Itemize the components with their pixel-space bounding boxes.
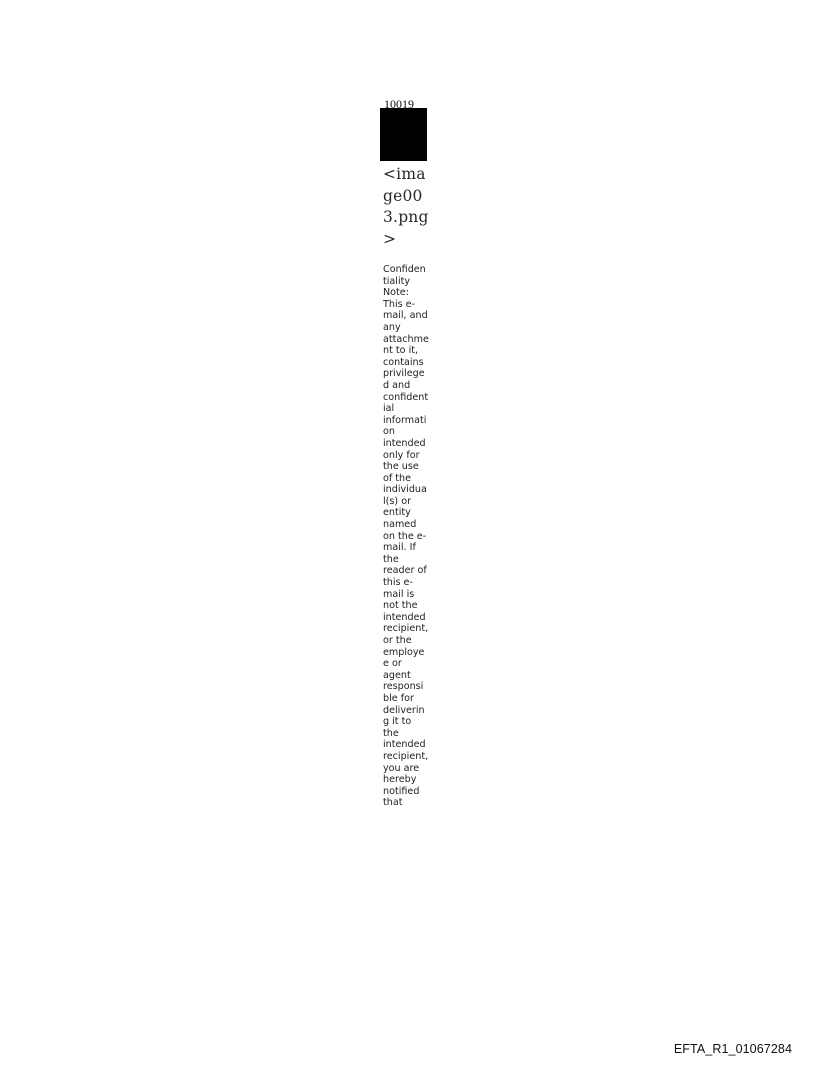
confidentiality-line: employe — [383, 646, 425, 658]
image-placeholder-line: <ima — [383, 165, 426, 183]
confidentiality-line: the — [383, 553, 399, 565]
document-id: EFTA_R1_01067284 — [673, 1042, 792, 1056]
confidentiality-line: mail is — [383, 588, 415, 600]
image-placeholder-line: > — [383, 229, 397, 248]
confidentiality-line: This e- — [383, 298, 416, 310]
confidentiality-line: named — [383, 519, 417, 531]
confidentiality-line: not the — [383, 600, 418, 612]
confidentiality-line: mail, and — [383, 310, 428, 322]
confidentiality-line: mail. If — [383, 542, 416, 554]
confidentiality-line: or the — [383, 635, 412, 646]
confidentiality-line: you are — [383, 762, 420, 774]
confidentiality-line: entity — [383, 507, 411, 519]
signature-column — [383, 96, 439, 809]
confidentiality-line: confident — [383, 391, 429, 403]
confidentiality-line: agent — [383, 669, 411, 681]
confidentiality-line: individua — [383, 484, 427, 496]
confidentiality-line: tiality — [383, 275, 411, 287]
image-placeholder-line: ge00 — [383, 186, 423, 205]
confidentiality-line: intended — [383, 611, 426, 623]
confidentiality-line: of the — [383, 472, 412, 484]
confidentiality-line: this e- — [383, 577, 413, 589]
confidentiality-line: on — [383, 426, 395, 438]
confidentiality-line: Confiden — [383, 264, 426, 275]
confidentiality-line: the — [383, 727, 399, 739]
confidentiality-line: notified — [383, 785, 420, 797]
confidentiality-line: that — [383, 797, 403, 809]
confidentiality-line: informati — [383, 414, 427, 426]
image-placeholder-text — [383, 164, 443, 250]
zip-code-fragment: 10019 — [384, 97, 414, 108]
confidentiality-line: g it to — [383, 716, 412, 728]
confidentiality-line: ble for — [383, 692, 414, 704]
confidentiality-line: attachme — [383, 333, 429, 345]
confidentiality-line: recipient, — [383, 623, 429, 635]
confidentiality-line: l(s) or — [383, 495, 412, 507]
confidentiality-line: e or — [383, 658, 402, 670]
redaction-block — [380, 108, 427, 161]
confidentiality-line: nt to it, — [383, 345, 419, 357]
confidentiality-note — [383, 264, 443, 809]
confidentiality-line: recipient, — [383, 750, 429, 762]
confidentiality-line: intended — [383, 437, 426, 449]
confidentiality-line: privilege — [383, 368, 425, 380]
confidentiality-line: ial — [383, 403, 395, 415]
image-placeholder-line: 3.png — [383, 208, 429, 226]
confidentiality-line: any — [383, 321, 401, 333]
confidentiality-line: Note: — [383, 287, 409, 299]
confidentiality-line: hereby — [383, 774, 417, 786]
confidentiality-line: deliverin — [383, 704, 425, 716]
confidentiality-line: on the e- — [383, 530, 427, 542]
confidentiality-line: intended — [383, 739, 426, 751]
confidentiality-line: only for — [383, 449, 420, 461]
confidentiality-line: contains — [383, 356, 424, 368]
confidentiality-line: d and — [383, 379, 411, 391]
confidentiality-line: responsi — [383, 681, 424, 693]
confidentiality-line: reader of — [383, 565, 427, 577]
confidentiality-line: the use — [383, 461, 419, 473]
